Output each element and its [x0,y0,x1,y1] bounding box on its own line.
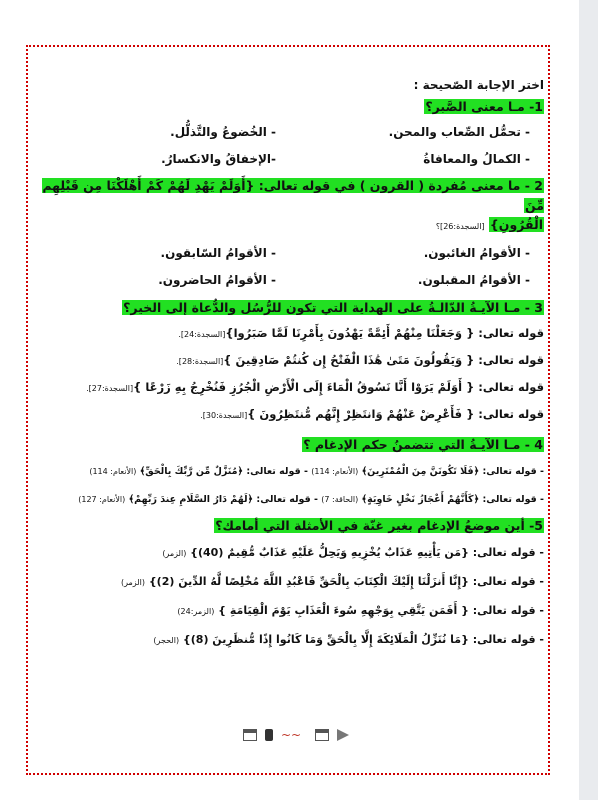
question-2-heading: 2 - ما معنى مُفردة ( القرون ) في قوله تعالى: {أَوَلَمْ يَهْدِ لَهُمْ كَمْ أَهْلَكْنَا مِن قَبْلِهِم مِّنَ [42,178,544,213]
verse-text: - قوله تعالى: {إِنَّا أَنزَلْنَا إِلَيْكَ الْكِتَابَ بِالْحَقِّ فَاعْبُدِ اللَّهَ مُخْلِصًا لَّهُ الدِّينَ (2)} [148,575,544,588]
unesco-logo-icon [315,729,329,741]
verse-text: - قوله تعالى: ﴿لَهُمْ دَارُ السَّلَامِ عِندَ رَبِّهِمْ﴾ [128,494,318,505]
verse-ref: (الزمر) [162,549,187,558]
option: - الأقوامُ الغائبون. [423,246,530,260]
footer-logos [243,729,349,741]
verse-text: قوله تعالى: { فَأَعْرِضْ عَنْهُمْ وَانتَظِرْ إِنَّهُم مُّنتَظِرُونَ } [247,407,544,421]
verse-item [32,325,544,343]
crest-icon [265,729,273,741]
verse-item [32,379,544,397]
flag-icon [337,729,349,741]
signature-logo-icon: ~~ [281,728,302,742]
verse-ref: [السجدة:24]. [178,330,226,339]
question-4 [32,436,544,507]
question-2-heading-cont: الْقُرُونِ} [489,217,543,232]
option: - تحمُّل الصِّعاب والمحن. [388,125,530,139]
question-5 [32,517,544,649]
verse-ref: [السجدة:30]. [200,411,248,420]
verse-ref: (الزمر) [120,578,145,587]
question-2-options [32,246,530,287]
worksheet-content [32,78,544,649]
question-1-options [32,125,530,166]
verse-text: - قوله تعالى: { أَفَمَن يَتَّقِي بِوَجْهِهِ سُوءَ الْعَذَابِ يَوْمَ الْقِيَامَةِ } [218,604,544,617]
verse-ref: (الأنعام: 127) [78,495,126,504]
option: - الكمالُ والمعافاةُ [423,152,530,166]
option: - الأقوامُ المقبلون. [417,273,530,287]
verse-text: - قوله تعالى: {مَن يَأْتِيهِ عَذَابٌ يُخْزِيهِ وَيَحِلُّ عَلَيْهِ عَذَابٌ مُّقِيمٌ (40)} [190,546,544,559]
option: - الخُضوعُ والتَّذلُّل. [170,125,276,139]
question-5-heading: 5- أين موضعُ الإدغام بغير غنّة في الأمثلة التي أمامك؟ [215,518,543,533]
verse-ref: [السجدة:28]. [176,357,224,366]
question-1 [32,98,544,166]
window-scrollbar-gutter [579,0,598,800]
verse-text: - قوله تعالى: {مَا نُنَزِّلُ الْمَلَائِكَةَ إِلَّا بِالْحَقِّ وَمَا كَانُوا إِذًا مُّنظَرِينَ (8)} [182,633,544,646]
verse-ref: (الحاقة: 7) [321,495,359,504]
verse-row [32,493,544,507]
verse-ref: [السجدة:27]. [86,384,134,393]
verse-item [32,545,544,562]
verse-text: - قوله تعالى: ﴿فَلَا تَكُونَنَّ مِنَ الْمُمْتَرِينَ﴾ [361,466,544,477]
verse-item [32,352,544,370]
verse-row [32,465,544,479]
option: - الأقوامُ الحاضرون. [158,273,276,287]
verse-text: - قوله تعالى: ﴿كَأَنَّهُمْ أَعْجَازُ نَخْلٍ خَاوِيَةٍ﴾ [361,494,544,505]
question-2 [32,176,544,287]
question-3-heading: 3 - مـا الآيـةُ الدّالـةُ على الهداية التي تكون للرُّسُل والدُّعاة إلى الخير؟ [123,300,543,315]
verse-text: قوله تعالى: { وَيَقُولُونَ مَتَىٰ هَٰذَا الْفَتْحُ إِن كُنتُمْ صَادِقِينَ } [223,353,544,367]
verse-item [32,632,544,649]
question-3 [32,299,544,424]
verse-item [32,406,544,424]
option: - الأقوامُ السّابقون. [160,246,276,260]
verse-text: قوله تعالى: { وَجَعَلْنَا مِنْهُمْ أَئِمَّةً يَهْدُونَ بِأَمْرِنَا لَمَّا صَبَرُوا} [225,326,544,340]
question-4-heading: 4 - مـا الآيـةُ التي تتضمنُ حكم الإدغام ؟ [303,437,543,452]
verse-ref: (الحجر) [153,636,180,645]
verse-text: قوله تعالى: { أَوَلَمْ يَرَوْا أَنَّا نَسُوقُ الْمَاءَ إِلَى الْأَرْضِ الْجُرُزِ فَنُخْرِجُ بِهِ زَرْعًا } [133,380,544,394]
question-1-heading: 1- مـا معنى الصَّبر؟ [425,99,543,114]
verse-item [32,574,544,591]
instructions: اختر الإجابة الصّحيحة : [413,78,544,92]
question-2-ref: [السجدة:26]؟ [435,222,485,231]
verse-item [32,603,544,620]
verse-ref: (الزمر:24) [177,607,215,616]
verse-ref: (الأنعام: 114) [311,467,359,476]
verse-ref: (الأنعام: 114) [89,467,137,476]
option: -الإخفاقُ والانكسارُ. [161,152,276,166]
verse-text: - قوله تعالى: ﴿مُنَزَّلٌ مِّن رَّبِّكَ بِالْحَقِّ﴾ [139,466,308,477]
ministry-logo-icon [243,729,257,741]
